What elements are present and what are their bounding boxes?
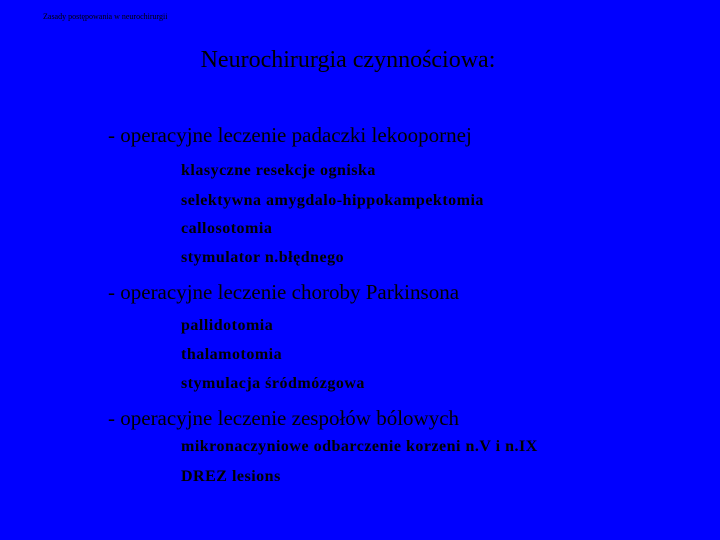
list-item: stymulator n.błędnego — [181, 249, 345, 266]
slide-title: Neurochirurgia czynnościowa: — [200, 47, 496, 73]
list-item: mikronaczyniowe odbarczenie korzeni n.V i n.IX — [181, 438, 538, 455]
list-item: selektywna amygdalo-hippokampektomia — [181, 192, 484, 209]
list-item: stymulacja śródmózgowa — [181, 375, 365, 392]
list-item: DREZ lesions — [181, 468, 281, 485]
list-item: thalamotomia — [181, 346, 283, 363]
list-item: pallidotomia — [181, 317, 274, 334]
section-heading-epilepsy: - operacyjne leczenie padaczki lekoopornej — [108, 123, 472, 147]
header-note: Zasady postępowania w neurochirurgii — [43, 12, 168, 21]
list-item: callosotomia — [181, 220, 273, 237]
section-heading-parkinson: - operacyjne leczenie choroby Parkinsona — [108, 280, 460, 304]
section-heading-pain: - operacyjne leczenie zespołów bólowych — [108, 406, 460, 430]
list-item: klasyczne resekcje ogniska — [181, 162, 376, 179]
